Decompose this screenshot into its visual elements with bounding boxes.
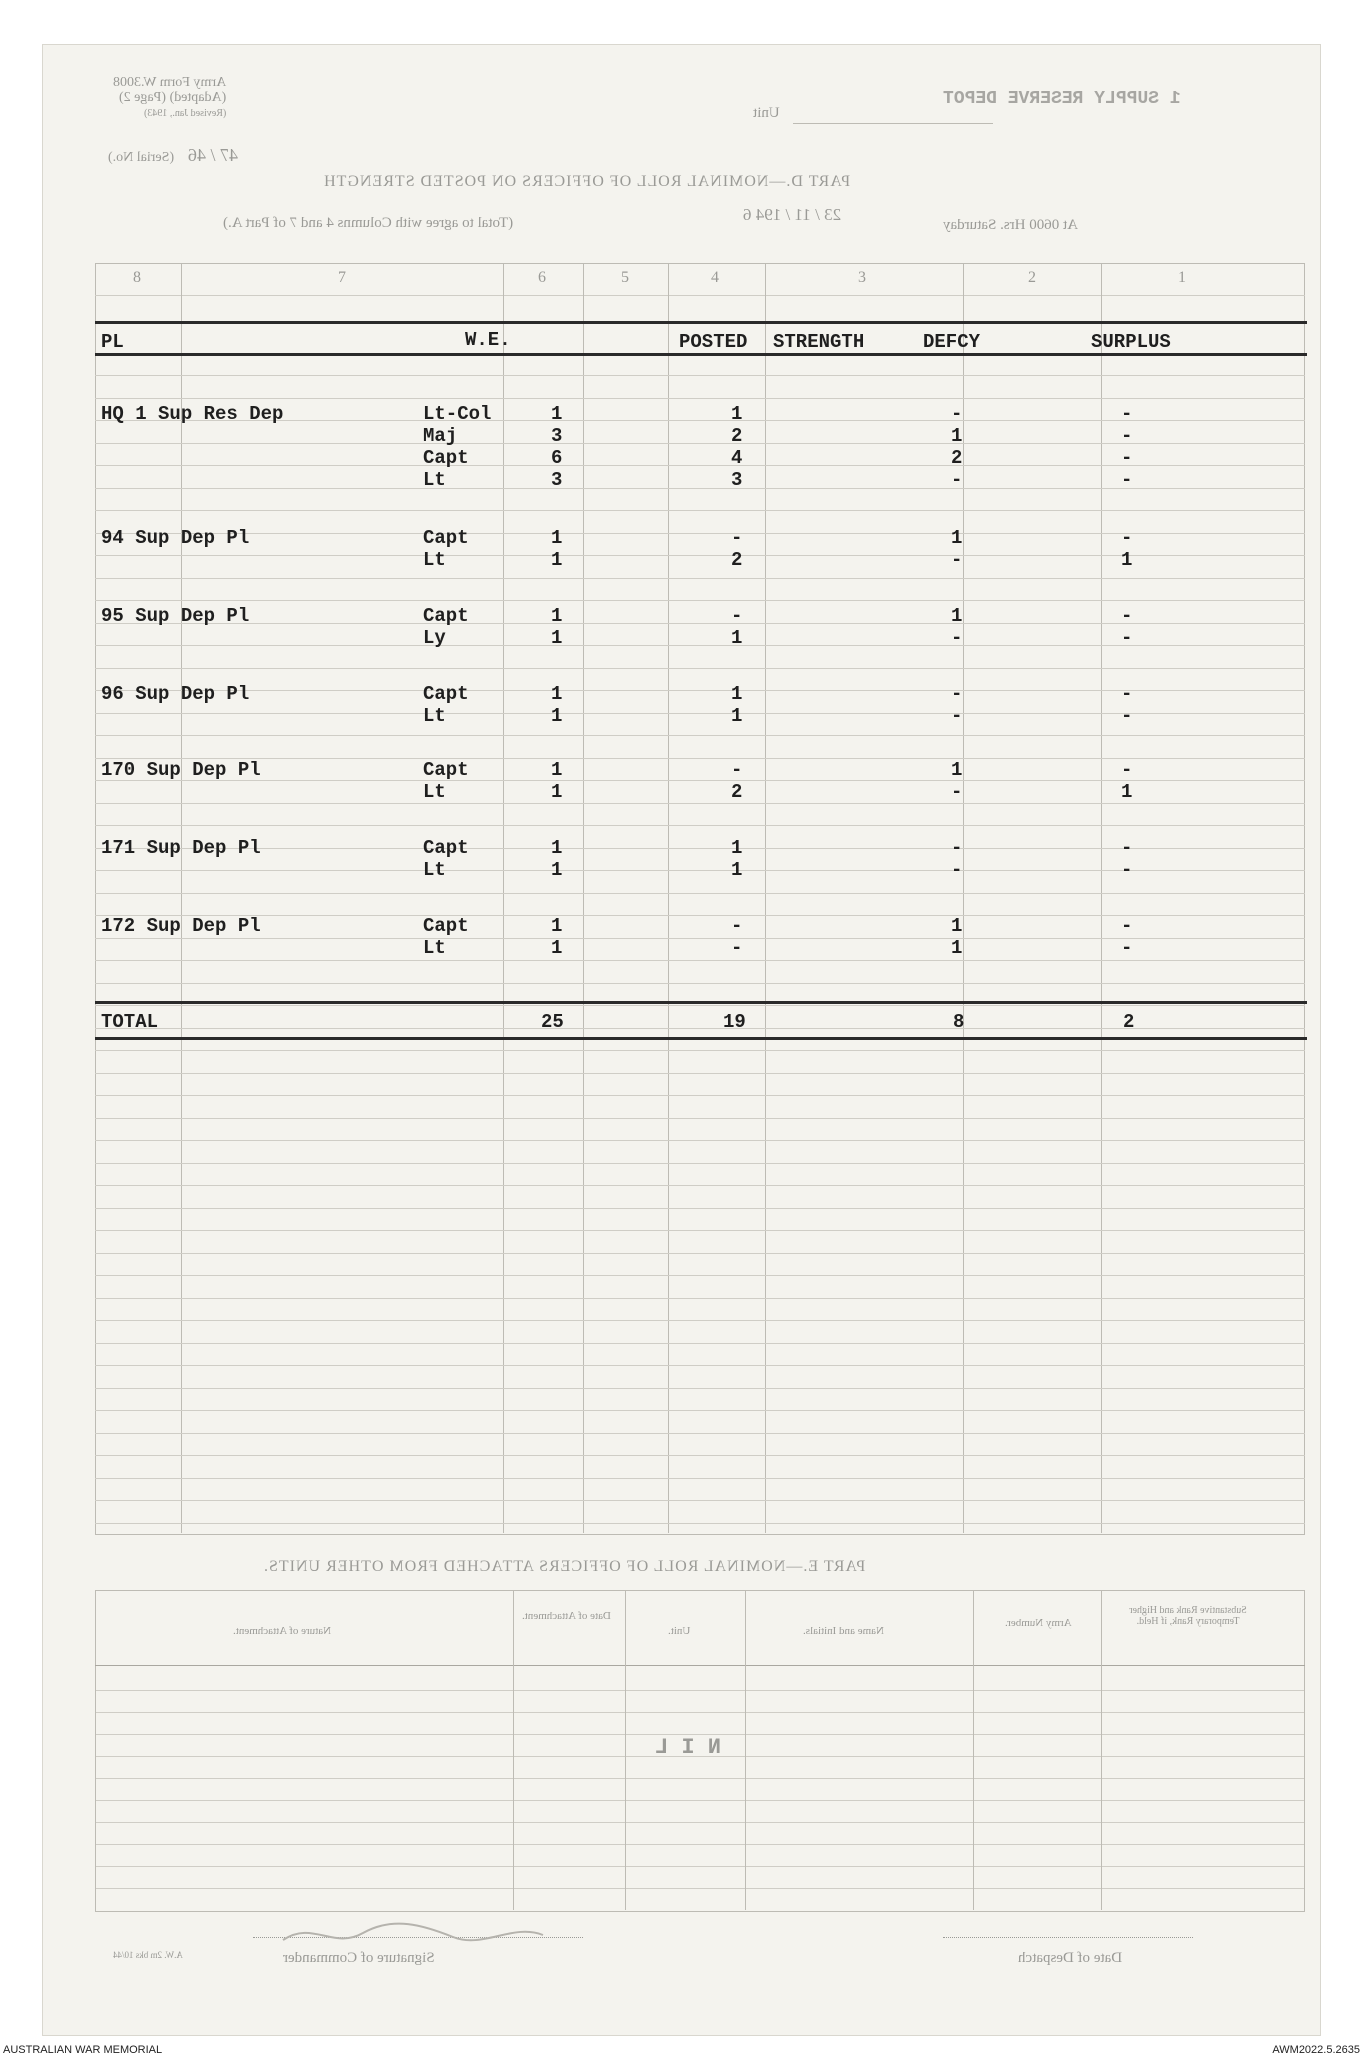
pe-header-name: Name and Initials. — [803, 1625, 884, 1637]
cell-surplus: 1 — [1121, 781, 1133, 803]
ruled-line — [95, 803, 1305, 804]
cell-we: 1 — [551, 527, 563, 549]
ruled-line — [95, 1365, 1305, 1366]
cell-we: 1 — [551, 549, 563, 571]
unit-label: Unit — [753, 105, 780, 121]
cell-posted: - — [731, 759, 743, 781]
col-number-6: 6 — [538, 269, 546, 286]
col-number-1: 1 — [1178, 269, 1186, 286]
cell-rank: Capt — [423, 527, 469, 549]
col-number-5: 5 — [621, 269, 629, 286]
total-rule-top — [95, 1001, 1307, 1004]
cell-surplus: - — [1121, 759, 1133, 781]
cell-posted: - — [731, 527, 743, 549]
col-number-7: 7 — [338, 269, 346, 286]
cell-surplus: - — [1121, 527, 1133, 549]
cell-rank: Lt — [423, 705, 446, 727]
cell-pl: 172 Sup Dep Pl — [101, 915, 261, 937]
cell-rank: Lt — [423, 469, 446, 491]
cell-defcy: - — [951, 469, 963, 491]
cell-we: 3 — [551, 425, 563, 447]
ruled-line — [95, 1073, 1305, 1074]
header-we: W.E. — [465, 329, 511, 351]
cell-we: 1 — [551, 837, 563, 859]
cell-rank: Capt — [423, 759, 469, 781]
form-id-block — [113, 75, 226, 121]
cell-defcy: 1 — [951, 425, 963, 447]
report-date: 23 / 11 / 194 6 — [743, 205, 842, 224]
total-defcy: 8 — [953, 1011, 965, 1033]
col-number-8: 8 — [133, 269, 141, 286]
cell-we: 1 — [551, 781, 563, 803]
cell-we: 6 — [551, 447, 563, 469]
ruled-line — [95, 1095, 1305, 1096]
cell-surplus: - — [1121, 469, 1133, 491]
ruled-line — [95, 735, 1305, 736]
cell-pl: 96 Sup Dep Pl — [101, 683, 250, 705]
serial-label: (Serial No.) — [108, 150, 175, 165]
header-surplus: SURPLUS — [1091, 331, 1171, 353]
part-e-nil: N I L — [655, 1735, 722, 1760]
ruled-line — [95, 1005, 1305, 1006]
ruled-line — [95, 668, 1305, 669]
ruled-line — [95, 510, 1305, 511]
cell-pl: 95 Sup Dep Pl — [101, 605, 250, 627]
part-d-title: PART D.—NOMINAL ROLL OF OFFICERS ON POSTED STRENGTH — [323, 173, 851, 190]
ruled-line — [95, 578, 1305, 579]
signature-label: Signature of Commander — [283, 1950, 435, 1966]
ruled-line — [95, 1455, 1305, 1456]
cell-rank: Capt — [423, 915, 469, 937]
pe-header-rank: Substantive Rank and Higher Temporary Rank, if Held. — [1129, 1605, 1247, 1627]
cell-posted: - — [731, 605, 743, 627]
ruled-line — [95, 1478, 1305, 1479]
cell-we: 1 — [551, 915, 563, 937]
header-rule-bottom — [95, 353, 1307, 356]
cell-rank: Lt — [423, 937, 446, 959]
cell-surplus: - — [1121, 627, 1133, 649]
cell-posted: 3 — [731, 469, 743, 491]
cell-defcy: 1 — [951, 937, 963, 959]
ruled-line — [95, 1208, 1305, 1209]
cell-posted: - — [731, 937, 743, 959]
total-note: (Total to agree with Columns 4 and 7 of Part A.) — [223, 215, 514, 231]
cell-posted: 1 — [731, 859, 743, 881]
cell-we: 1 — [551, 859, 563, 881]
cell-we: 1 — [551, 759, 563, 781]
total-surplus: 2 — [1123, 1011, 1135, 1033]
cell-defcy: 1 — [951, 527, 963, 549]
document-page — [42, 44, 1321, 2036]
cell-pl: 171 Sup Dep Pl — [101, 837, 261, 859]
form-adapted: (Adapted) (Page 2) — [118, 90, 227, 105]
cell-defcy: - — [951, 683, 963, 705]
total-label: TOTAL — [101, 1011, 159, 1033]
ruled-line — [95, 1343, 1305, 1344]
cell-posted: 1 — [731, 683, 743, 705]
total-we: 25 — [541, 1011, 564, 1033]
ruled-line — [95, 1500, 1305, 1501]
pe-header-nature: Nature of Attachment. — [233, 1625, 332, 1637]
cell-pl: 170 Sup Dep Pl — [101, 759, 261, 781]
cell-defcy: - — [951, 781, 963, 803]
cell-pl: HQ 1 Sup Res Dep — [101, 403, 284, 425]
cell-we: 3 — [551, 469, 563, 491]
ruled-line — [95, 825, 1305, 826]
report-time: At 0600 Hrs. Saturday — [943, 217, 1078, 233]
cell-defcy: - — [951, 859, 963, 881]
ruled-line — [95, 1140, 1305, 1141]
cell-defcy: - — [951, 837, 963, 859]
commander-signature — [273, 1915, 553, 1955]
archive-accession-number: AWM2022.5.2635 — [1272, 2044, 1360, 2056]
cell-defcy: 1 — [951, 605, 963, 627]
cell-pl: 94 Sup Dep Pl — [101, 527, 250, 549]
cell-surplus: 1 — [1121, 549, 1133, 571]
ruled-line — [95, 1163, 1305, 1164]
cell-rank: Lt-Col — [423, 403, 492, 425]
cell-defcy: - — [951, 627, 963, 649]
cell-posted: 1 — [731, 403, 743, 425]
serial-block — [108, 145, 238, 166]
ruled-line — [95, 1388, 1305, 1389]
col-number-3: 3 — [858, 269, 866, 286]
cell-defcy: 2 — [951, 447, 963, 469]
cell-rank: Capt — [423, 683, 469, 705]
cell-we: 1 — [551, 627, 563, 649]
unit-underline — [793, 123, 993, 124]
cell-defcy: - — [951, 403, 963, 425]
print-code: A.W. 2m bks 10/44 — [113, 1950, 183, 1960]
cell-surplus: - — [1121, 915, 1133, 937]
cell-rank: Lt — [423, 859, 446, 881]
col-number-2: 2 — [1028, 269, 1036, 286]
cell-surplus: - — [1121, 683, 1133, 705]
header-posted: POSTED — [679, 331, 748, 353]
ruled-line — [95, 1118, 1305, 1119]
cell-surplus: - — [1121, 837, 1133, 859]
pe-header-number: Army Number. — [1004, 1617, 1072, 1629]
col-number-rule — [95, 295, 1305, 296]
ruled-line — [95, 1523, 1305, 1524]
cell-we: 1 — [551, 683, 563, 705]
cell-posted: 1 — [731, 627, 743, 649]
cell-defcy: 1 — [951, 915, 963, 937]
cell-posted: 2 — [731, 425, 743, 447]
serial-number: 47 / 46 — [187, 145, 238, 165]
col-number-4: 4 — [711, 269, 719, 286]
cell-defcy: - — [951, 549, 963, 571]
cell-posted: 2 — [731, 781, 743, 803]
header-strength: STRENGTH — [773, 331, 865, 353]
ruled-line — [95, 1410, 1305, 1411]
form-revised: (Revised Jan., 1943) — [143, 108, 227, 119]
cell-posted: 4 — [731, 447, 743, 469]
cell-surplus: - — [1121, 425, 1133, 447]
cell-defcy: 1 — [951, 759, 963, 781]
total-posted: 19 — [723, 1011, 746, 1033]
ruled-line — [95, 960, 1305, 961]
cell-surplus: - — [1121, 937, 1133, 959]
cell-posted: 2 — [731, 549, 743, 571]
header-pl: PL — [101, 331, 124, 353]
ruled-line — [95, 375, 1305, 376]
unit-value: 1 SUPPLY RESERVE DEPOT — [943, 89, 1181, 109]
archive-credit: AUSTRALIAN WAR MEMORIAL — [3, 2044, 163, 2056]
ruled-line — [95, 1230, 1305, 1231]
cell-rank: Capt — [423, 605, 469, 627]
cell-defcy: - — [951, 705, 963, 727]
part-e-title: PART E.—NOMINAL ROLL OF OFFICERS ATTACHED FROM OTHER UNITS. — [263, 1558, 866, 1575]
despatch-line — [943, 1937, 1193, 1939]
cell-posted: - — [731, 915, 743, 937]
cell-surplus: - — [1121, 859, 1133, 881]
cell-surplus: - — [1121, 605, 1133, 627]
cell-rank: Ly — [423, 627, 446, 649]
ruled-line — [95, 1185, 1305, 1186]
ruled-line — [95, 1320, 1305, 1321]
ruled-line — [95, 600, 1305, 601]
cell-posted: 1 — [731, 705, 743, 727]
cell-rank: Capt — [423, 447, 469, 469]
pe-header-date: Date of Attachment. — [521, 1610, 611, 1622]
cell-we: 1 — [551, 605, 563, 627]
cell-surplus: - — [1121, 447, 1133, 469]
cell-we: 1 — [551, 937, 563, 959]
ruled-line — [95, 398, 1305, 399]
ruled-line — [95, 983, 1305, 984]
ruled-line — [95, 1050, 1305, 1051]
ruled-line — [95, 1253, 1305, 1254]
cell-surplus: - — [1121, 705, 1133, 727]
ruled-line — [95, 1275, 1305, 1276]
form-id: Army Form W.3008 — [113, 75, 227, 90]
ruled-line — [95, 893, 1305, 894]
cell-rank: Lt — [423, 781, 446, 803]
cell-surplus: - — [1121, 403, 1133, 425]
cell-we: 1 — [551, 403, 563, 425]
cell-rank: Lt — [423, 549, 446, 571]
cell-rank: Maj — [423, 425, 458, 447]
cell-posted: 1 — [731, 837, 743, 859]
header-rule-top — [95, 321, 1307, 324]
cell-we: 1 — [551, 705, 563, 727]
date-of-despatch-label: Date of Despatch — [1018, 1950, 1123, 1966]
ruled-line — [95, 1298, 1305, 1299]
header-defcy: DEFCY — [923, 331, 981, 353]
total-rule-bottom — [95, 1037, 1307, 1040]
ruled-line — [95, 1433, 1305, 1434]
cell-rank: Capt — [423, 837, 469, 859]
pe-header-unit: Unit. — [668, 1625, 691, 1637]
